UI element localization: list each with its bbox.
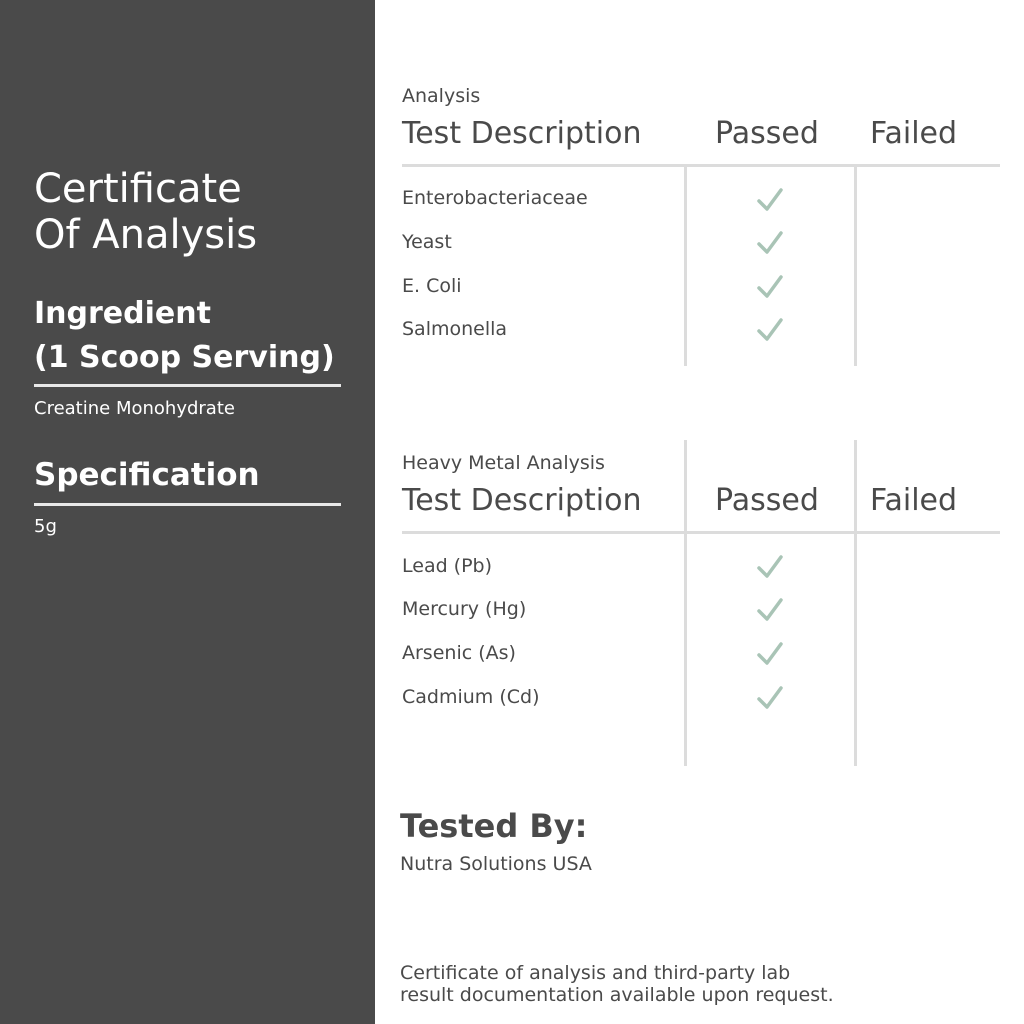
analysis-header-description: Test Description	[402, 116, 642, 151]
heavy-metal-row-label: Arsenic (As)	[402, 642, 516, 664]
heavy-metal-row-label: Mercury (Hg)	[402, 598, 527, 620]
specification-divider	[34, 503, 341, 506]
heavy-metal-header-divider	[402, 531, 1000, 534]
analysis-row-label: Yeast	[402, 231, 452, 253]
certificate-title	[34, 166, 354, 258]
checkmark-icon	[756, 229, 784, 257]
ingredient-value: Creatine Monohydrate	[34, 398, 235, 419]
analysis-header-failed: Failed	[870, 116, 958, 151]
checkmark-icon	[756, 553, 784, 581]
checkmark-icon	[756, 273, 784, 301]
footnote-line2: result documentation available upon request.	[400, 984, 834, 1006]
heavy-metal-header-passed: Passed	[715, 483, 819, 518]
analysis-column-divider-1	[684, 166, 687, 366]
analysis-column-divider-2	[854, 166, 857, 366]
left-panel	[0, 0, 375, 1024]
tested-by-heading: Tested By:	[400, 807, 588, 845]
ingredient-heading-line2: (1 Scoop Serving)	[34, 340, 335, 375]
tested-by-lab-name: Nutra Solutions USA	[400, 853, 592, 875]
analysis-row-label: Enterobacteriaceae	[402, 187, 588, 209]
certificate-title-line1: Certificate	[34, 166, 242, 212]
heavy-metal-column-divider-2	[854, 440, 857, 766]
heavy-metal-row-label: Lead (Pb)	[402, 555, 493, 577]
heavy-metal-column-divider-1	[684, 440, 687, 766]
checkmark-icon	[756, 640, 784, 668]
ingredient-heading-line1: Ingredient	[34, 296, 211, 331]
specification-value: 5g	[34, 516, 57, 537]
footnote-line1: Certificate of analysis and third-party lab	[400, 962, 791, 984]
checkmark-icon	[756, 316, 784, 344]
checkmark-icon	[756, 684, 784, 712]
checkmark-icon	[756, 596, 784, 624]
analysis-row-label: Salmonella	[402, 318, 508, 340]
heavy-metal-section-label: Heavy Metal Analysis	[402, 452, 605, 474]
certificate-title-line2: Of Analysis	[34, 212, 258, 258]
heavy-metal-header-description: Test Description	[402, 483, 642, 518]
heavy-metal-row-label: Cadmium (Cd)	[402, 686, 540, 708]
ingredient-divider	[34, 384, 341, 387]
analysis-header-divider	[402, 164, 1000, 167]
specification-heading: Specification	[34, 457, 260, 493]
footnote	[400, 962, 1000, 1006]
analysis-section-label: Analysis	[402, 85, 481, 107]
analysis-header-passed: Passed	[715, 116, 819, 151]
ingredient-heading	[34, 292, 354, 380]
analysis-row-label: E. Coli	[402, 275, 462, 297]
heavy-metal-header-failed: Failed	[870, 483, 958, 518]
checkmark-icon	[756, 186, 784, 214]
